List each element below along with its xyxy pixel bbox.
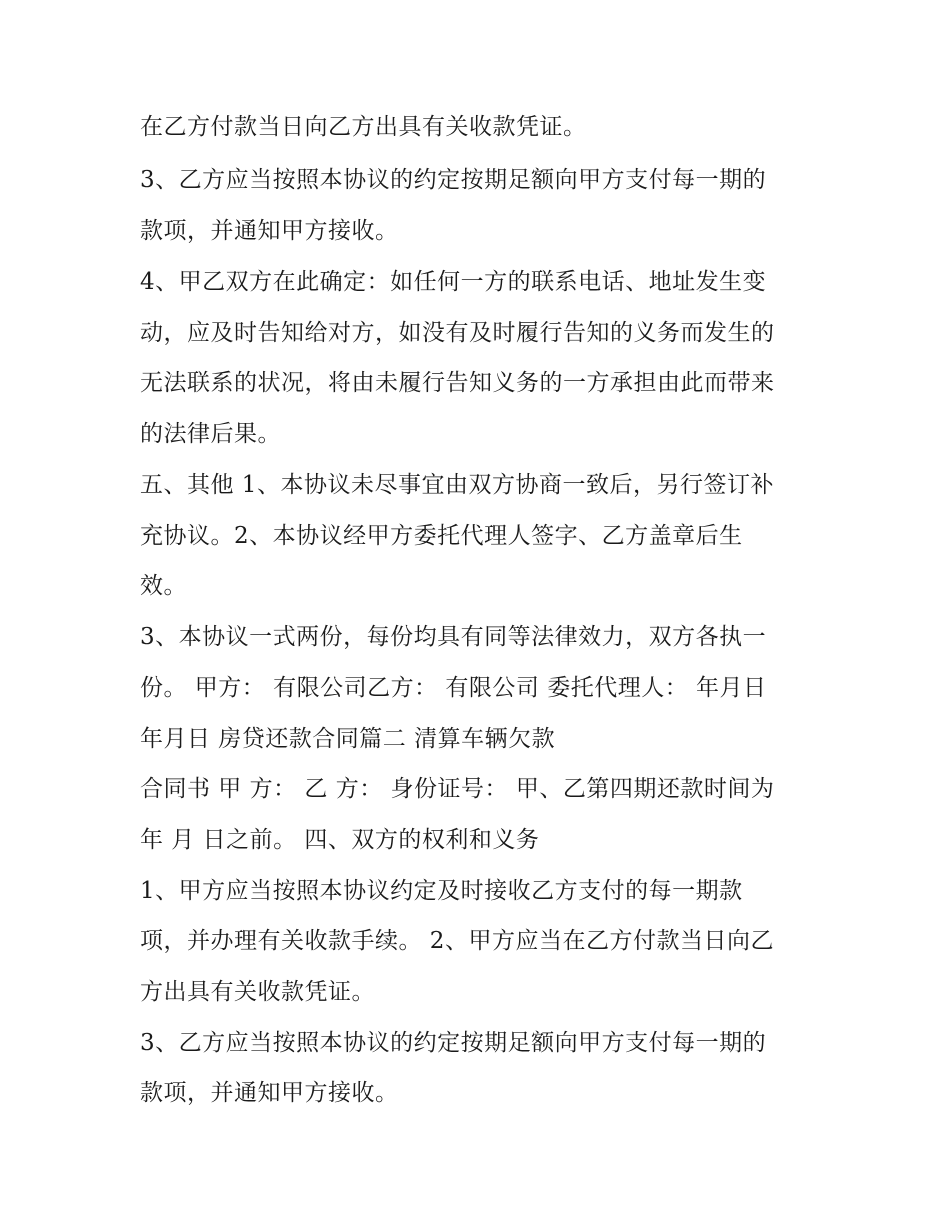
text-line: 3、乙方应当按照本协议的约定按期足额向甲方支付每一期的 <box>140 167 767 193</box>
text-line: 方出具有关收款凭证。 <box>140 979 375 1005</box>
text-line: 款项，并通知甲方接收。 <box>140 218 399 244</box>
text-line: 效。 <box>140 573 187 599</box>
text-line: 动，应及时告知给对方，如没有及时履行告知的义务而发生的 <box>140 320 775 346</box>
text-line: 在乙方付款当日向乙方出具有关收款凭证。 <box>140 114 587 140</box>
text-line: 无法联系的状况，将由未履行告知义务的一方承担由此而带来 <box>140 370 775 396</box>
text-line: 4、甲乙双方在此确定：如任何一方的联系电话、地址发生变 <box>140 269 767 295</box>
text-line: 五、其他 1、本协议未尽事宜由双方协商一致后，另行签订补 <box>140 472 774 498</box>
text-line: 年月日 房贷还款合同篇二 清算车辆欠款 <box>140 726 556 752</box>
text-line: 份。 甲方： 有限公司乙方： 有限公司 委托代理人： 年月日 <box>140 675 767 701</box>
text-line: 的法律后果。 <box>140 421 281 447</box>
text-line: 1、甲方应当按照本协议约定及时接收乙方支付的每一期款 <box>140 878 743 904</box>
text-line: 合同书 甲 方： 乙 方： 身份证号： 甲、乙第四期还款时间为 <box>140 776 775 802</box>
text-line: 年 月 日之前。 四、双方的权利和义务 <box>140 827 540 853</box>
text-line: 款项，并通知甲方接收。 <box>140 1080 399 1106</box>
text-line: 充协议。2、本协议经甲方委托代理人签字、乙方盖章后生 <box>140 523 743 549</box>
text-line: 项，并办理有关收款手续。 2、甲方应当在乙方付款当日向乙 <box>140 928 774 954</box>
text-line: 3、本协议一式两份，每份均具有同等法律效力，双方各执一 <box>140 624 767 650</box>
text-line: 3、乙方应当按照本协议的约定按期足额向甲方支付每一期的 <box>140 1030 767 1056</box>
